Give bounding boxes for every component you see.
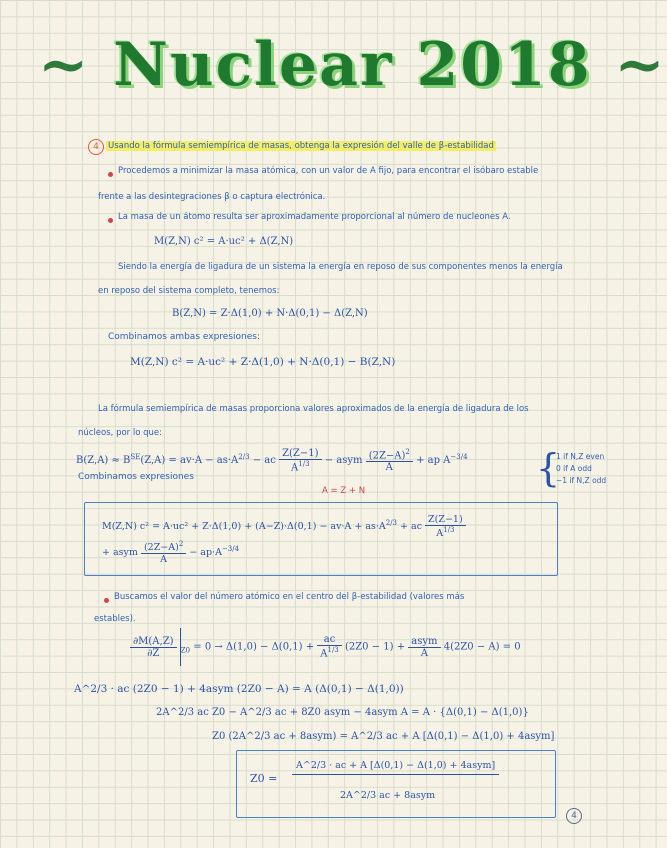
box-equation-line: + asym $\frac{(2Z-A)^2}{A}$ − $ap\cdot A^{-3/4}$ (102, 540, 240, 566)
final-lhs: Z0 = (250, 772, 278, 785)
paragraph-line: Combinamos expresiones (78, 472, 194, 482)
paragraph-line: en reposo del sistema completo, tenemos: (98, 286, 280, 296)
page-title (38, 30, 667, 100)
case-line: 1 if N,Z even (556, 452, 605, 461)
final-numerator: A^2/3 · ac + A [Δ(0,1) − Δ(1,0) + 4asym] (292, 760, 499, 775)
case-line: −1 if N,Z odd (556, 476, 607, 485)
equation-semf: $B(Z,A) \approx B^{SE}(Z,A) = av\cdot A - as\cdot A^{2/3}$ − ac $\frac{Z(Z-1)}{A^{1/3}}$ − asym $\frac{(2Z-A)^2}{A}$ + ap $A^{-3/4}$ (76, 448, 468, 474)
paragraph-line: Combinamos ambas expresiones: (108, 332, 260, 342)
bullet-dot (108, 172, 113, 177)
equation-combined: M(Z,N) c² = A·uc² + Z·Δ(1,0) + N·Δ(0,1) − B(Z,N) (130, 356, 396, 368)
equation-step: Z0 (2A^2/3 ac + 8asym) = A^2/3 ac + A [Δ(0,1) − Δ(1,0) + 4asym] (212, 731, 555, 742)
question-heading: Usando la fórmula semiempírica de masas, obtenga la expresión del valle de β-estabilidad (108, 141, 494, 151)
paragraph-line: estables). (94, 614, 136, 624)
title-word: Nuclear (113, 30, 394, 100)
page-number: 4 (566, 808, 582, 824)
box-equation-line: M(Z,N) $c^2 = A\cdot uc^2 + Z\cdot\Delta(1,0) + (A-Z)\cdot\Delta(0,1) - av\cdot A + as\cdot A^{2/3}$ + ac $\frac{Z(Z-1)}{A^{1/3}}$ (102, 514, 466, 539)
equation-derivative: $\frac{\partial M(A,Z)}{\partial Z}$ $_{Z0}$ = 0 → Δ(1,0) − Δ(0,1) + $\frac{ac}{A^{1/3}}$ (2Z0 − 1) + $\frac{\text{asym}}{A}$ 4(2Z0 − A) = 0 (130, 628, 521, 666)
paragraph-line: La fórmula semiempírica de masas proporciona valores aproximados de la energía de ligadura de los (98, 404, 529, 414)
paragraph-line: Buscamos el valor del número atómico en el centro del β-estabilidad (valores más (114, 592, 465, 602)
cases-brace: { (536, 446, 561, 490)
title-tilde-left: ~ (38, 30, 91, 100)
bullet-dot (104, 598, 109, 603)
title-tilde-right: ~ (614, 30, 667, 100)
paragraph-line: frente a las desintegraciones β o captura electrónica. (98, 192, 326, 202)
equation-step: A^2/3 · ac (2Z0 − 1) + 4asym (2Z0 − A) = A (Δ(0,1) − Δ(1,0)) (74, 683, 404, 695)
final-denominator: 2A^2/3 ac + 8asym (340, 790, 436, 801)
equation-mass: M(Z,N) c² = A·uc² + Δ(Z,N) (154, 236, 294, 247)
paragraph-line: núcleos, por lo que: (78, 428, 163, 438)
red-note: A = Z + N (322, 486, 366, 496)
question-number-badge: 4 (88, 139, 104, 155)
title-year: 2018 (416, 30, 592, 100)
equation-binding: B(Z,N) = Z·Δ(1,0) + N·Δ(0,1) − Δ(Z,N) (172, 308, 368, 319)
case-line: 0 if A odd (556, 464, 592, 473)
paragraph-line: La masa de un átomo resulta ser aproximadamente proporcional al número de nucleones A. (118, 212, 511, 222)
paragraph-line: Procedemos a minimizar la masa atómica, con un valor de A fijo, para encontrar el isóbaro estable (118, 166, 539, 176)
paragraph-line: Siendo la energía de ligadura de un sistema la energía en reposo de sus componentes menos la energía (118, 262, 563, 272)
equation-step: 2A^2/3 ac Z0 − A^2/3 ac + 8Z0 asym − 4asym A = A · {Δ(0,1) − Δ(1,0)} (156, 707, 529, 718)
bullet-dot (108, 218, 113, 223)
